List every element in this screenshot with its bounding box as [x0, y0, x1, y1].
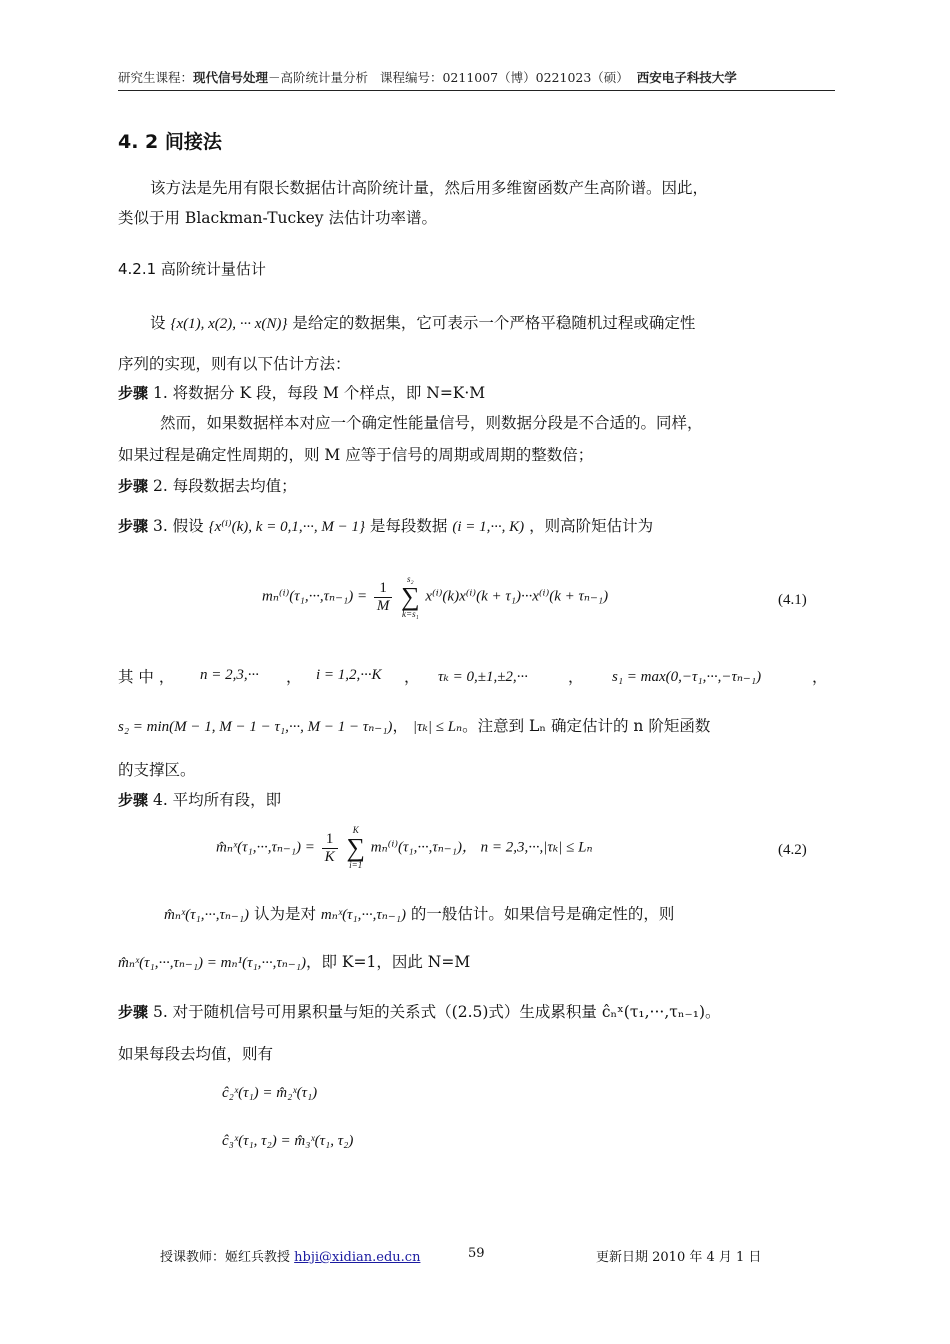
eq42-number: (4.2)	[778, 842, 807, 858]
where-sep-1: ，	[286, 668, 302, 686]
step-5-text: 5. 对于随机信号可用累积量与矩的关系式（(2.5)式）生成累积量 ĉₙˣ(τ₁,···,τₙ₋₁)。	[152, 1003, 721, 1021]
general-m1: m̂ₙˣ(τ₁,···,τₙ₋₁)	[164, 907, 250, 923]
where-c2: i = 1,2,···K	[316, 667, 382, 683]
eq41-sum-bottom: k=s₁	[402, 609, 419, 619]
where-s2: s₂ = min(M − 1, M − 1 − τ₁,···, M − 1 − τₙ₋₁)	[118, 719, 393, 735]
eq42-fraction	[322, 831, 338, 866]
dataset-math: {x(1), x(2), ··· x(N)}	[170, 316, 288, 332]
step-5-label: 步骤	[118, 1003, 149, 1021]
equation-4-1	[262, 575, 608, 619]
where-line-3: 的支撑区。	[118, 761, 196, 779]
header-rule	[118, 90, 835, 91]
eq41-frac-num: 1	[374, 580, 393, 598]
header-prefix: 研究生课程：	[118, 70, 194, 85]
step-3-text-a: 3. 假设	[152, 517, 204, 535]
step-2-label: 步骤	[118, 477, 149, 495]
where-c4: s₁ = max(0,−τ₁,···,−τₙ₋₁)	[612, 669, 762, 685]
step-3-text-b: 是每段数据	[369, 517, 448, 535]
where-sep-3: ，	[568, 668, 584, 686]
header-course: 现代信号处理	[193, 70, 269, 85]
where-note: 。注意到 Lₙ 确定估计的 n 阶矩函数	[462, 717, 711, 735]
step-4-text: 4. 平均所有段，即	[152, 791, 282, 809]
eq41-fraction	[374, 580, 393, 615]
eq41-rhs: x⁽ⁱ⁾(k)x⁽ⁱ⁾(k + τ₁)···x⁽ⁱ⁾(k + τₙ₋₁)	[425, 588, 609, 605]
where-cond: |τₖ| ≤ Lₙ	[412, 719, 463, 735]
where-sep-2: ，	[404, 668, 420, 686]
header-course-rest: －高阶统计量分析	[268, 70, 369, 85]
step-3-text-c: ，则高阶矩估计为	[529, 517, 654, 535]
general-t2: 的一般估计。如果信号是确定性的，则	[405, 905, 675, 923]
step-4-label: 步骤	[118, 791, 149, 809]
eq41-frac-den: M	[376, 597, 390, 614]
where-lead: 其 中 ，	[118, 668, 175, 686]
equation-c2: ĉ₂ˣ(τ₁) = m̂₂ˣ(τ₁)	[222, 1085, 318, 1101]
section-title: 4. 2 间接法	[118, 131, 222, 153]
general-m3: m̂ₙˣ(τ₁,···,τₙ₋₁) = mₙ¹(τ₁,···,τₙ₋₁)	[118, 955, 306, 971]
step-3-label: 步骤	[118, 517, 149, 535]
step-3-math-a: {x⁽ⁱ⁾(k), k = 0,1,···, M − 1}	[208, 519, 365, 535]
dataset-paragraph	[150, 311, 695, 336]
subsection-title: 4.2.1 高阶统计量估计	[118, 260, 266, 278]
step-4	[118, 788, 281, 812]
where-c3: τₖ = 0,±1,±2,···	[438, 669, 528, 685]
sum-symbol-icon: ∑	[346, 833, 365, 862]
eq41-lhs: mₙ⁽ⁱ⁾(τ₁,···,τₙ₋₁) =	[262, 588, 368, 605]
footer-teacher-name: 授课教师：姬红兵教授	[160, 1250, 291, 1265]
equation-4-2	[216, 826, 593, 870]
step-5-line-2: 如果每段去均值，则有	[118, 1045, 274, 1063]
general-t3: ，即 K=1，因此 N=M	[305, 953, 471, 971]
eq42-lhs: m̂ₙˣ(τ₁,···,τₙ₋₁) =	[216, 839, 315, 856]
eq42-rhs: mₙ⁽ⁱ⁾(τ₁,···,τₙ₋₁)， n = 2,3,···,|τₖ| ≤ Lₙ	[370, 839, 593, 856]
general-m2: mₙˣ(τ₁,···,τₙ₋₁)	[320, 907, 406, 923]
footer-page-number: 59	[468, 1246, 485, 1261]
where-line-2: s₂ = min(M − 1, M − 1 − τ₁,···, M − 1 − τₙ₋₁)， |τₖ| ≤ Lₙ。注意到 Lₙ 确定估计的 n 阶矩函数	[118, 717, 711, 735]
step-1-note-1: 然而，如果数据样本对应一个确定性能量信号，则数据分段是不合适的。同样，	[160, 414, 703, 432]
step-2	[118, 474, 297, 498]
dataset-lead: 设	[150, 314, 166, 332]
general-line-2	[118, 950, 470, 975]
step-3-math-b: (i = 1,···, K)	[452, 519, 525, 535]
where-sep-4: ，	[812, 668, 828, 686]
eq41-number: (4.1)	[778, 592, 807, 608]
running-header	[118, 68, 737, 86]
intro-line-1: 该方法是先用有限长数据估计高阶统计量，然后用多维窗函数产生高阶谱。因此，	[150, 179, 709, 197]
dataset-line-2: 序列的实现，则有以下估计方法：	[118, 355, 351, 373]
footer-teacher	[160, 1246, 420, 1265]
eq42-sum	[346, 826, 365, 870]
eq42-sum-bottom: i=1	[349, 860, 363, 870]
footer-date: 更新日期 2010 年 4 月 1 日	[596, 1250, 762, 1265]
step-1-label: 步骤	[118, 384, 149, 402]
footer-email-link[interactable]: hbji@xidian.edu.cn	[294, 1250, 421, 1265]
eq42-frac-num: 1	[322, 831, 338, 849]
eq41-sum	[401, 575, 420, 619]
equation-c3: ĉ₃ˣ(τ₁, τ₂) = m̂₃ˣ(τ₁, τ₂)	[222, 1133, 354, 1149]
eq42-frac-den: K	[324, 848, 335, 865]
step-1-text: 1. 将数据分 K 段，每段 M 个样点，即 N=K·M	[152, 384, 486, 402]
eq41-sum-top: s₂	[407, 574, 414, 584]
step-3	[118, 514, 653, 539]
where-c1: n = 2,3,···	[200, 667, 259, 683]
step-1	[118, 381, 485, 405]
intro-line-2: 类似于用 Blackman-Tuckey 法估计功率谱。	[118, 209, 437, 227]
dataset-rest: 是给定的数据集，它可表示一个严格平稳随机过程或确定性	[292, 314, 696, 332]
header-code: 课程编号：0211007（博）0221023（硕）	[379, 70, 629, 85]
header-school: 西安电子科技大学	[636, 70, 737, 85]
step-1-note-2: 如果过程是确定性周期的，则 M 应等于信号的周期或周期的整数倍；	[118, 446, 594, 464]
sum-symbol-icon: ∑	[401, 582, 420, 611]
step-2-text: 2. 每段数据去均值；	[152, 477, 297, 495]
general-t1: 认为是对	[249, 905, 321, 923]
step-5	[118, 1000, 721, 1024]
general-line-1	[164, 902, 674, 927]
eq42-sum-top: K	[352, 825, 359, 835]
